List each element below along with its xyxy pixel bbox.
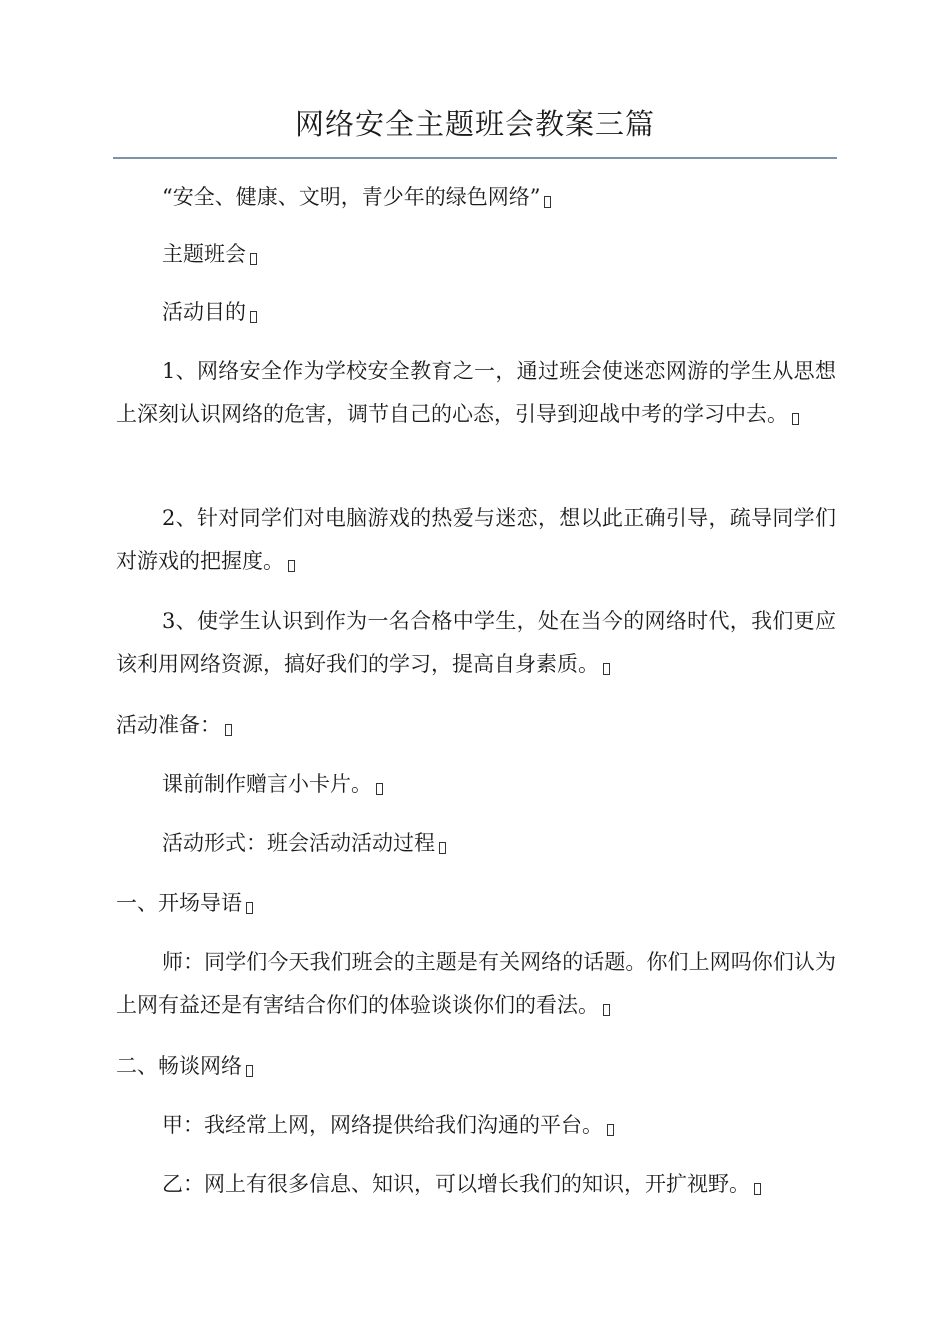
paragraph-mark-icon xyxy=(607,1124,614,1136)
paragraph-mark-icon xyxy=(246,902,253,914)
paragraph-purpose-heading: 活动目的 xyxy=(116,291,836,334)
paragraph-activity-form: 活动形式：班会活动活动过程 xyxy=(116,822,836,865)
paragraph-preparation-heading: 活动准备： xyxy=(116,704,836,747)
paragraph-mark-icon xyxy=(544,196,551,208)
paragraph-mark-icon xyxy=(246,1065,253,1077)
paragraph-purpose-2: 2、针对同学们对电脑游戏的热爱与迷恋，想以此正确引导，疏导同学们对游戏的把握度。 xyxy=(116,506,836,573)
paragraph-preparation: 课前制作赠言小卡片。 xyxy=(116,763,836,806)
paragraph-slogan: “安全、健康、文明，青少年的绿色网络” xyxy=(116,176,836,219)
paragraph-student-a: 甲：我经常上网，网络提供给我们沟通的平台。 xyxy=(116,1104,836,1147)
paragraph-mark-icon xyxy=(603,1004,610,1016)
paragraph-purpose-1: 1、网络安全作为学校安全教育之一，通过班会使迷恋网游的学生从思想上深刻认识网络的危害，调节自己的心态，引导到迎战中考的学习中去。 xyxy=(116,359,836,426)
paragraph-mark-icon xyxy=(603,663,610,675)
paragraph-teacher: 师：同学们今天我们班会的主题是有关网络的话题。你们上网吗你们认为上网有益还是有害结合你们的体验谈谈你们的看法。 xyxy=(116,950,836,1017)
paragraph-purpose-3: 3、使学生认识到作为一名合格中学生，处在当今的网络时代，我们更应该利用网络资源，搞好我们的学习，提高自身素质。 xyxy=(116,609,836,676)
paragraph-mark-icon xyxy=(439,842,446,854)
paragraph-section-2: 二、畅谈网络 xyxy=(116,1045,836,1088)
paragraph-mark-icon xyxy=(250,253,257,265)
paragraph-mark-icon xyxy=(754,1183,761,1195)
paragraph-student-b: 乙：网上有很多信息、知识，可以增长我们的知识，开扩视野。 xyxy=(116,1163,836,1206)
paragraph-mark-icon xyxy=(376,783,383,795)
paragraph-mark-icon xyxy=(225,724,232,736)
paragraph-mark-icon xyxy=(288,560,295,572)
paragraph-mark-icon xyxy=(250,311,257,323)
document-title: 网络安全主题班会教案三篇 xyxy=(294,107,655,141)
title-divider xyxy=(113,157,837,159)
paragraph-section-1: 一、开场导语 xyxy=(116,882,836,925)
paragraph-theme: 主题班会 xyxy=(116,233,836,276)
paragraph-mark-icon xyxy=(792,413,799,425)
